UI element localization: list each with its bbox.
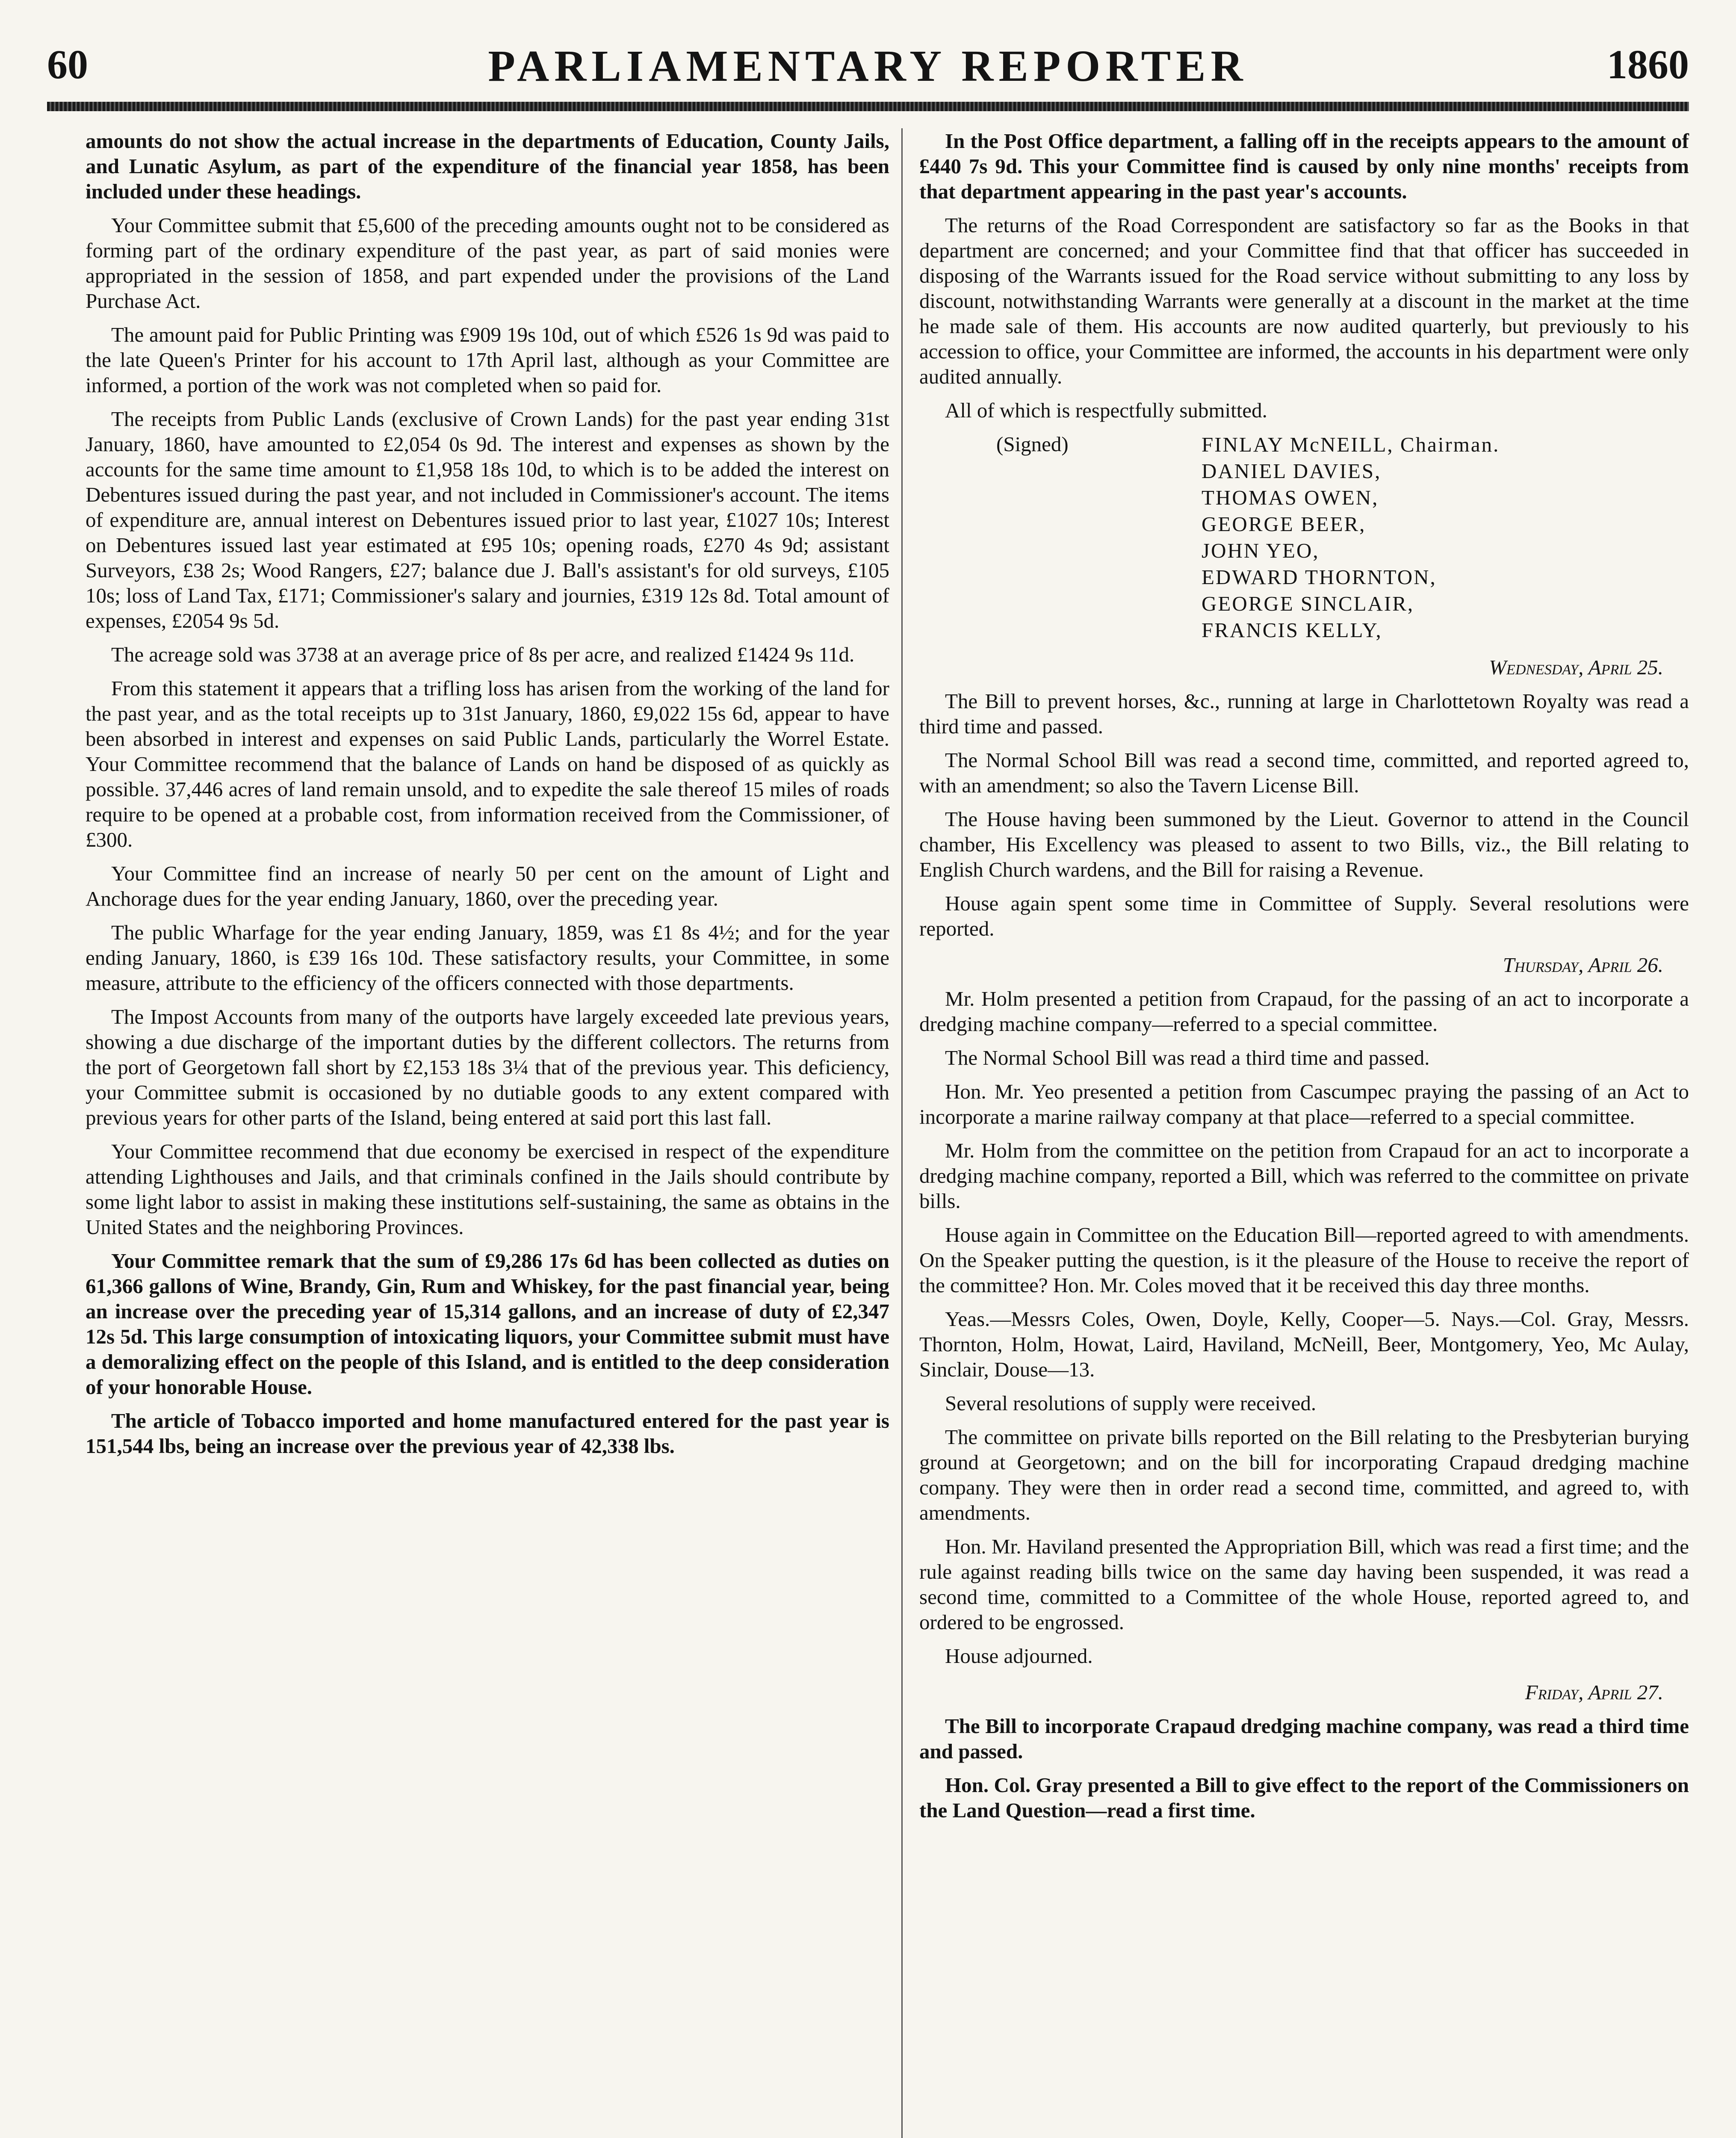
paragraph: Your Committee recommend that due economy be exercised in respect of the expenditure attending Lighthouses and Jails, and that criminals confined in the Jails should contribute by some light labor to assist in making these institutions self-sustaining, the same as obtains in the United States and the neighboring Provinces. bbox=[86, 1140, 889, 1239]
paragraph: Yeas.—Messrs Coles, Owen, Doyle, Kelly, Cooper—5. Nays.—Col. Gray, Messrs. Thornton, Holm, Howat, Laird, Haviland, McNeill, Beer, Montgomery, Yeo, Mc Aulay, Sinclair, Douse—13. bbox=[919, 1307, 1689, 1381]
signatory: THOMAS OWEN, bbox=[1202, 486, 1379, 509]
signatory: FRANCIS KELLY, bbox=[1202, 618, 1382, 642]
paragraph: Hon. Mr. Haviland presented the Appropriation Bill, which was read a first time; and the rule against reading bills twice on the same day having been suspended, it was read a second time, committed to a Committee of the whole House, reported agreed to, and ordered to be engrossed. bbox=[919, 1535, 1689, 1634]
page-number: 60 bbox=[47, 41, 88, 87]
signatory-list bbox=[1202, 431, 1689, 644]
paragraph: Your Committee submit that £5,600 of the preceding amounts ought not to be considered as forming part of the ordinary expenditure of the past year, as part of said monies were appropriated in the session of 1858, and part expended under the provisions of the Land Purchase Act. bbox=[86, 213, 889, 313]
left-column bbox=[86, 128, 889, 1467]
paragraph: The acreage sold was 3738 at an average price of 8s per acre, and realized £1424 9s 11d. bbox=[111, 643, 855, 666]
paragraph: House again spent some time in Committee of Supply. Several resolutions were reported. bbox=[919, 892, 1689, 940]
signed-label: (Signed) bbox=[996, 432, 1069, 456]
paragraph: The committee on private bills reported on the Bill relating to the Presbyterian burying ground at Georgetown; and on the bill for incorporating Crapaud dredging machine company. They were then in order read a second time, committed, and agreed to, with amendments. bbox=[919, 1425, 1689, 1524]
paragraph: Mr. Holm presented a petition from Crapaud, for the passing of an act to incorporate a dredging machine company—referred to a special committee. bbox=[919, 987, 1689, 1036]
signatory: DANIEL DAVIES, bbox=[1202, 459, 1382, 483]
signatory: JOHN YEO, bbox=[1202, 539, 1320, 562]
paragraph: The Normal School Bill was read a second time, committed, and reported agreed to, with an amendment; so also the Tavern License Bill. bbox=[919, 748, 1689, 797]
signatory: GEORGE SINCLAIR, bbox=[1202, 592, 1414, 615]
paragraph: In the Post Office department, a falling off in the receipts appears to the amount of £440 7s 9d. This your Committee find is caused by only nine months' receipts from that department appearing in the past year's accounts. bbox=[919, 129, 1689, 203]
paragraph: Your Committee remark that the sum of £9,286 17s 6d has been collected as duties on 61,366 gallons of Wine, Brandy, Gin, Rum and Whiskey, for the past financial year, being an increase over the preceding year of 15,314 gallons, and an increase of duty of £2,347 12s 5d. This large consumption of intoxicating liquors, your Committee submit must have a demoralizing effect on the people of this Island, and is entitled to the deep consideration of your honorable House. bbox=[86, 1249, 889, 1399]
paragraph: The Bill to prevent horses, &c., running at large in Charlottetown Royalty was read a third time and passed. bbox=[919, 689, 1689, 738]
date-heading-friday: Friday, April 27. bbox=[1525, 1680, 1663, 1704]
publication-title: PARLIAMENTARY REPORTER bbox=[488, 41, 1248, 91]
paragraph: Mr. Holm from the committee on the petition from Crapaud for an act to incorporate a dredging machine company, reported a Bill, which was referred to the committee on private bills. bbox=[919, 1139, 1689, 1213]
page-year: 1860 bbox=[1607, 41, 1689, 87]
paragraph: Your Committee find an increase of nearly 50 per cent on the amount of Light and Anchorage dues for the year ending January, 1860, over the preceding year. bbox=[86, 862, 889, 910]
paragraph: Hon. Col. Gray presented a Bill to give effect to the report of the Commissioners on the Land Question—read a first time. bbox=[919, 1773, 1689, 1822]
column-divider bbox=[901, 128, 903, 2138]
date-heading-thursday: Thursday, April 26. bbox=[1503, 953, 1663, 977]
signatory: FINLAY McNEILL, Chairman. bbox=[1202, 433, 1500, 456]
paragraph: Several resolutions of supply were received. bbox=[945, 1391, 1317, 1415]
paragraph: The House having been summoned by the Lieut. Governor to attend in the Council chamber, His Excellency was pleased to assent to two Bills, viz., the Bill relating to English Church wardens, and the Bill for raising a Revenue. bbox=[919, 807, 1689, 881]
signature-block bbox=[919, 431, 1689, 644]
paragraph: House adjourned. bbox=[945, 1644, 1093, 1668]
paragraph: amounts do not show the actual increase in the departments of Education, County Jails, and Lunatic Asylum, as part of the expenditure of the financial year 1858, has been included under these headings. bbox=[86, 129, 889, 203]
signatory: EDWARD THORNTON, bbox=[1202, 565, 1437, 589]
page-header bbox=[47, 41, 1689, 92]
paragraph: The Impost Accounts from many of the outports have largely exceeded late previous years, showing a due discharge of the important duties by the different collectors. The returns from the port of Georgetown fall short by £2,153 18s 3¼ that of the previous year. This deficiency, your Committee submit is occasioned by no dutiable goods to any extent compared with previous years for other parts of the Island, being entered at said port this last fall. bbox=[86, 1005, 889, 1129]
paragraph: House again in Committee on the Education Bill—reported agreed to with amendments. On the Speaker putting the question, is it the pleasure of the House to receive the report of the committee? Hon. Mr. Coles moved that it be received this day three months. bbox=[919, 1223, 1689, 1297]
paragraph: The Bill to incorporate Crapaud dredging machine company, was read a third time and passed. bbox=[919, 1714, 1689, 1763]
paragraph: The public Wharfage for the year ending January, 1859, was £1 8s 4½; and for the year ending January, 1860, is £39 16s 10d. These satisfactory results, your Committee, in some measure, attribute to the efficiency of the officers connected with those departments. bbox=[86, 921, 889, 995]
right-column bbox=[919, 128, 1689, 1831]
paragraph: The article of Tobacco imported and home manufactured entered for the past year is 151,544 lbs, being an increase over the previous year of 42,338 lbs. bbox=[86, 1409, 889, 1458]
paragraph: From this statement it appears that a trifling loss has arisen from the working of the land for the past year, and as the total receipts up to 31st January, 1860, £9,022 15s 6d, appear to have been absorbed in interest and expenses on said Public Lands, particularly the Worrel Estate. Your Committee recommend that the balance of Lands on hand be disposed of as quickly as possible. 37,446 acres of land remain unsold, and to expedite the sale thereof 15 miles of roads require to be opened at a probable cost, from information received from the Commissioner, of £300. bbox=[86, 676, 889, 851]
paragraph: Hon. Mr. Yeo presented a petition from Cascumpec praying the passing of an Act to incorporate a marine railway company at that place—referred to a special committee. bbox=[919, 1080, 1689, 1128]
paragraph: The returns of the Road Correspondent are satisfactory so far as the Books in that department are concerned; and your Committee find that that officer has succeeded in disposing of the Warrants issued for the Road service without submitting to any loss by discount, notwithstanding Warrants were generally at a discount in the market at the time he made sale of them. His accounts are now audited quarterly, but previously to his accession to office, your Committee are informed, the accounts in his department were only audited annually. bbox=[919, 213, 1689, 388]
closing-line: All of which is respectfully submitted. bbox=[945, 399, 1267, 422]
date-heading-wednesday: Wednesday, April 25. bbox=[1489, 656, 1663, 679]
paragraph: The receipts from Public Lands (exclusive of Crown Lands) for the past year ending 31st January, 1860, have amounted to £2,054 0s 9d. The interest and expenses as shown by the accounts for the same time amount to £1,958 18s 10d, to which is to be added the interest on Debentures issued during the past year, and not included in Commissioner's account. The items of expenditure are, annual interest on Debentures issued prior to last year, £1027 10s; Interest on Debentures issued last year estimated at £95 10s; opening roads, £270 4s 9d; assistant Surveyors, £38 2s; Wood Rangers, £27; balance due J. Ball's assistant's for old surveys, £105 10s; loss of Land Tax, £171; Commissioner's salary and journies, £319 12s 8d. Total amount of expenses, £2054 9s 5d. bbox=[86, 407, 889, 632]
signatory: GEORGE BEER, bbox=[1202, 512, 1366, 536]
header-rule bbox=[47, 102, 1689, 111]
paragraph: The amount paid for Public Printing was £909 19s 10d, out of which £526 1s 9d was paid to the late Queen's Printer for his account to 17th April last, although as your Committee are informed, a portion of the work was not completed when so paid for. bbox=[86, 323, 889, 397]
paragraph: The Normal School Bill was read a third time and passed. bbox=[945, 1046, 1430, 1069]
